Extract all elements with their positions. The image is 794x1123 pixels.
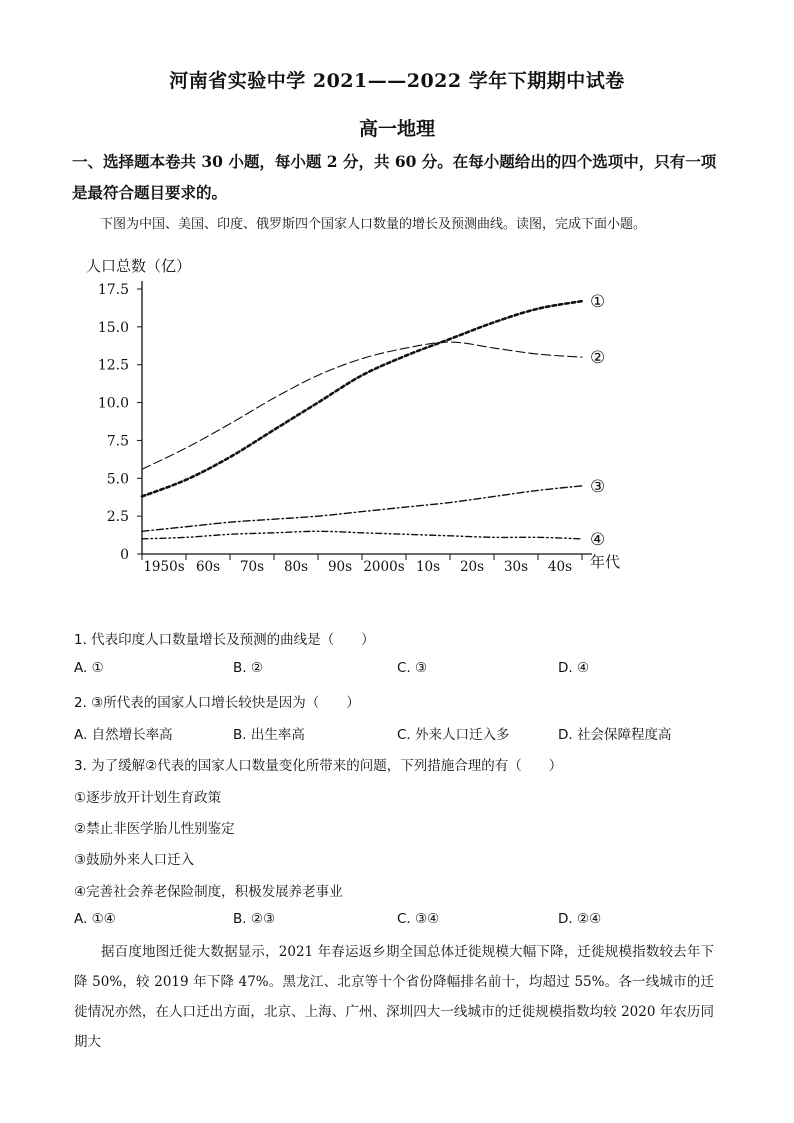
series-label-4: ④	[590, 529, 606, 550]
x-tick-label: 30s	[503, 559, 529, 575]
q3-option-d[interactable]: D. ②④	[558, 911, 602, 927]
y-tick-label: 5.0	[106, 471, 129, 488]
x-tick-label: 10s	[415, 559, 441, 575]
x-tick-label: 80s	[283, 559, 309, 575]
y-tick-label: 15.0	[97, 319, 129, 336]
y-tick-label: 17.5	[97, 282, 129, 298]
y-axis-label: 人口总数（亿）	[86, 257, 192, 275]
q2-option-a[interactable]: A. 自然增长率高	[74, 727, 173, 743]
y-tick-label: 10.0	[97, 395, 129, 412]
x-axis-label: 年代	[590, 553, 621, 571]
q3-option-b[interactable]: B. ②③	[233, 911, 276, 927]
series-label-1: ①	[590, 292, 606, 313]
q1-option-b[interactable]: B. ②	[233, 660, 263, 676]
x-tick-label: 2000s	[363, 559, 405, 575]
question-3-stem: 3. 为了缓解②代表的国家人口数量变化所带来的问题，下列措施合理的有（ ）	[74, 758, 563, 774]
q2-option-d[interactable]: D. 社会保障程度高	[558, 727, 672, 743]
q3-statement-3: ③鼓励外来人口迁入	[74, 852, 195, 868]
q1-option-c[interactable]: C. ③	[397, 660, 428, 676]
population-chart	[70, 245, 630, 585]
q2-option-b[interactable]: B. 出生率高	[233, 727, 305, 743]
x-tick-label: 90s	[327, 559, 353, 575]
q1-option-a[interactable]: A. ①	[74, 660, 104, 676]
exam-subtitle: 高一地理	[358, 118, 435, 140]
q3-statement-2: ②禁止非医学胎儿性别鉴定	[74, 821, 235, 837]
y-tick-label: 0	[120, 547, 129, 563]
question-2-stem: 2. ③所代表的国家人口增长较快是因为（ ）	[74, 695, 360, 711]
q3-statement-4: ④完善社会养老保险制度，积极发展养老事业	[74, 884, 343, 900]
x-tick-label: 20s	[459, 559, 485, 575]
q3-option-c[interactable]: C. ③④	[397, 911, 440, 927]
series-line-3	[142, 486, 582, 531]
q2-option-c[interactable]: C. 外来人口迁入多	[397, 727, 510, 743]
series-label-2: ②	[590, 348, 606, 369]
exam-title: 河南省实验中学 2021——2022 学年下期期中试卷	[169, 70, 625, 92]
q3-statement-1: ①逐步放开计划生育政策	[74, 790, 222, 806]
x-tick-label: 40s	[547, 559, 573, 575]
x-tick-label: 1950s	[143, 559, 185, 575]
reading-passage: 据百度地图迁徙大数据显示，2021 年春运返乡期全国总体迁徙规模大幅下降，迁徙规模指数较去年下降 50%，较 2019 年下降 47%。黑龙江、北京等十个省份降幅排名前十，均超过 55%。各一线城市的迁徙情况亦然，在人口迁出方面，北京、上海、广州、深圳四大一线城市的迁徙规模指数均较 2020 年农历同期大	[74, 944, 714, 1050]
q3-option-a[interactable]: A. ①④	[74, 911, 116, 927]
x-tick-label: 70s	[239, 559, 265, 575]
section-heading: 一、选择题本卷共 30 小题，每小题 2 分，共 60 分。在每小题给出的四个选项中，只有一项是最符合题目要求的。	[72, 152, 717, 202]
question-1-stem: 1. 代表印度人口数量增长及预测的曲线是（ ）	[74, 632, 375, 648]
series-line-2	[142, 342, 582, 469]
series-line-1	[142, 301, 582, 496]
y-tick-label: 12.5	[97, 357, 129, 374]
series-label-3: ③	[590, 476, 606, 497]
x-tick-label: 60s	[195, 559, 221, 575]
series-line-4	[142, 531, 582, 539]
y-tick-label: 7.5	[106, 433, 129, 450]
q1-option-d[interactable]: D. ④	[558, 660, 590, 676]
y-tick-label: 2.5	[106, 509, 129, 526]
chart-intro: 下图为中国、美国、印度、俄罗斯四个国家人口数量的增长及预测曲线。读图，完成下面小题。	[100, 217, 647, 232]
